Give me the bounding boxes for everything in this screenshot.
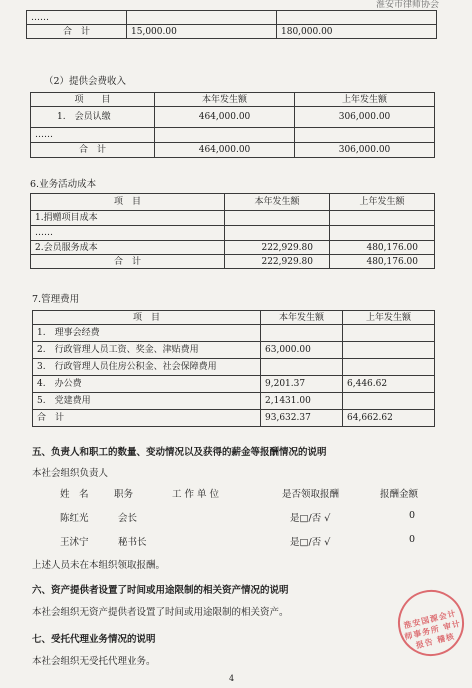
table-row xyxy=(31,143,435,158)
table-cell: 464,000.00 xyxy=(155,107,295,128)
table-cell xyxy=(295,128,435,143)
table-row xyxy=(31,128,435,143)
person-amount: 0 xyxy=(409,534,416,545)
table-cell: 63,000.00 xyxy=(261,342,343,359)
table-row xyxy=(27,11,437,25)
table-cell: 合 计 xyxy=(31,255,225,269)
table-cell: 4. 办公费 xyxy=(33,376,261,393)
business-cost-table xyxy=(30,193,435,269)
table-cell xyxy=(343,393,435,410)
table-cell: 1. 会员认缴 xyxy=(31,107,155,128)
table-row xyxy=(31,107,435,128)
table-cell: 3. 行政管理人员住房公积金、社会保障费用 xyxy=(33,359,261,376)
table-row xyxy=(27,25,437,39)
management-cost-table xyxy=(32,310,435,427)
table-cell: 合 计 xyxy=(33,410,261,427)
section5-sub: 本社会组织负责人 xyxy=(32,468,109,479)
person-position: 秘书长 xyxy=(118,537,147,548)
table-cell xyxy=(155,128,295,143)
table-cell xyxy=(330,226,435,241)
section7-title: 七、受托代理业务情况的说明 xyxy=(32,634,156,645)
column-header: 项 目 xyxy=(31,93,155,107)
person-row xyxy=(0,534,472,548)
section5-title: 五、负责人和职工的数量、变动情况以及获得的薪金等报酬情况的说明 xyxy=(32,447,327,458)
person-row xyxy=(0,510,472,524)
table-cell xyxy=(343,342,435,359)
table-row xyxy=(33,359,435,376)
table-cell: 180,000.00 xyxy=(277,25,437,39)
table-cell: 222,929.80 xyxy=(225,255,330,269)
table-cell xyxy=(330,211,435,226)
table-cell xyxy=(261,325,343,342)
table-cell: 1.捐赠项目成本 xyxy=(31,211,225,226)
table-cell: 9,201.37 xyxy=(261,376,343,393)
header-fragment: 淮安市律师协会 xyxy=(376,0,440,10)
column-header: 上年发生额 xyxy=(295,93,435,107)
table-cell: 15,000.00 xyxy=(127,25,277,39)
column-header: 上年发生额 xyxy=(343,311,435,325)
table-row xyxy=(33,325,435,342)
page-number: 4 xyxy=(229,674,235,683)
table-cell xyxy=(225,226,330,241)
header-name: 姓 名 xyxy=(60,489,89,500)
fee-income-title: （2）提供会费收入 xyxy=(44,76,127,87)
table-row xyxy=(31,211,435,226)
column-header: 本年发生额 xyxy=(155,93,295,107)
table-cell: 合 计 xyxy=(31,143,155,158)
table-row xyxy=(31,255,435,269)
column-header: 本年发生额 xyxy=(261,311,343,325)
table-cell: 93,632.37 xyxy=(261,410,343,427)
table-row xyxy=(33,376,435,393)
person-amount: 0 xyxy=(409,510,416,521)
table-row xyxy=(33,342,435,359)
section7-body: 本社会组织无受托代理业务。 xyxy=(32,656,156,667)
table-cell: 64,662.62 xyxy=(343,410,435,427)
table-header-row xyxy=(31,93,435,107)
column-header: 本年发生额 xyxy=(225,194,330,211)
person-name: 陈红光 xyxy=(60,513,89,524)
table-cell: 2. 行政管理人员工资、奖金、津贴费用 xyxy=(33,342,261,359)
person-position: 会长 xyxy=(118,513,138,524)
table-row xyxy=(33,410,435,427)
table-cell: 306,000.00 xyxy=(295,107,435,128)
table-cell: 6,446.62 xyxy=(343,376,435,393)
table-cell xyxy=(127,11,277,25)
table-cell: 480,176.00 xyxy=(330,241,435,255)
table-cell: 2,1431.00 xyxy=(261,393,343,410)
person-name: 王沭宁 xyxy=(60,537,89,548)
management-cost-title: 7.管理费用 xyxy=(32,294,80,305)
table-row xyxy=(31,241,435,255)
table-header-row xyxy=(33,311,435,325)
table-cell: 464,000.00 xyxy=(155,143,295,158)
section6-body: 本社会组织无资产提供者设置了时间或用途限制的相关资产。 xyxy=(32,607,289,618)
table-cell: 222,929.80 xyxy=(225,241,330,255)
table-cell: 5. 党建费用 xyxy=(33,393,261,410)
table-cell: …… xyxy=(27,11,127,25)
audit-stamp xyxy=(391,583,471,663)
column-header: 上年发生额 xyxy=(330,194,435,211)
people-header xyxy=(0,486,472,500)
table-cell: …… xyxy=(31,226,225,241)
column-header: 项 目 xyxy=(33,311,261,325)
table-cell: 合 计 xyxy=(27,25,127,39)
stamp-text: 淮安国源会计师事务所 审计报告 稽核 xyxy=(402,607,462,651)
person-paid: 是□/否 √ xyxy=(290,513,331,524)
table-cell: 1. 理事会经费 xyxy=(33,325,261,342)
table-row xyxy=(31,226,435,241)
section5-note: 上述人员未在本组织领取报酬。 xyxy=(32,560,166,571)
business-cost-title: 6.业务活动成本 xyxy=(30,179,97,190)
table-cell xyxy=(343,359,435,376)
person-paid: 是□/否 √ xyxy=(290,537,331,548)
section6-title: 六、资产提供者设置了时间或用途限制的相关资产情况的说明 xyxy=(32,585,289,596)
table-cell: 2.会员服务成本 xyxy=(31,241,225,255)
header-unit: 工 作 单 位 xyxy=(172,489,220,500)
table-cell xyxy=(343,325,435,342)
table-cell: …… xyxy=(31,128,155,143)
column-header: 项 目 xyxy=(31,194,225,211)
table-cell xyxy=(261,359,343,376)
table-cell: 306,000.00 xyxy=(295,143,435,158)
header-paid: 是否领取报酬 xyxy=(282,489,340,500)
table-cell xyxy=(277,11,437,25)
header-amount: 报酬金额 xyxy=(380,489,419,500)
table-cell xyxy=(225,211,330,226)
header-position: 职务 xyxy=(114,489,134,500)
table-header-row xyxy=(31,194,435,211)
table-row xyxy=(33,393,435,410)
table-cell: 480,176.00 xyxy=(330,255,435,269)
fee-income-table xyxy=(30,92,435,158)
top-table xyxy=(26,10,437,39)
